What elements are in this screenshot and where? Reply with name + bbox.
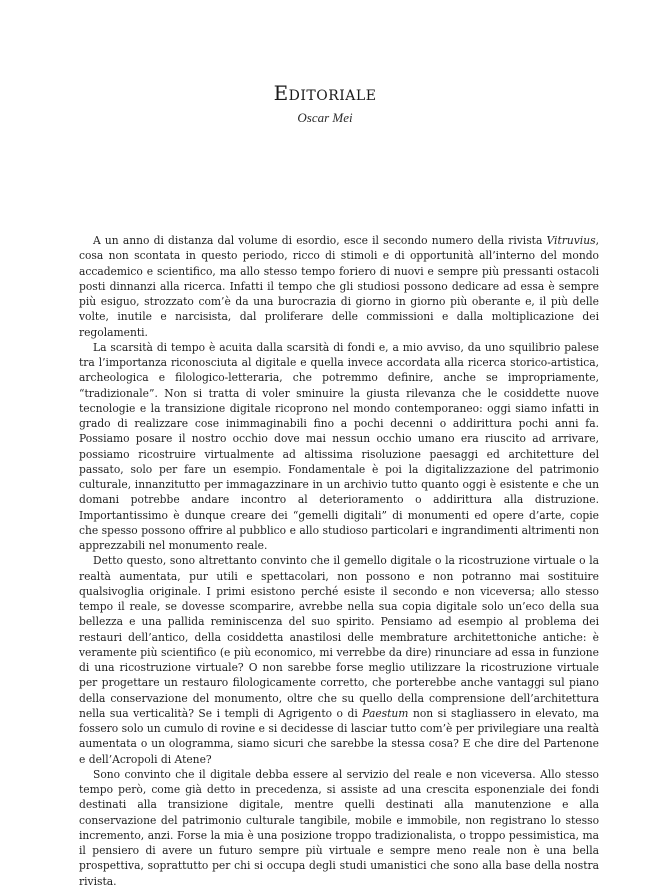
- paragraph-4-text: Sono convinto che il digitale debba essere al servizio del reale e non viceversa. Allo stesso tempo però, come già detto in precedenza, si assiste ad una crescita esponenziale dei fondi destinati alla transizione digitale, mentre quelli destinati alla manutenzione e alla conservazione del patrimonio culturale tangibile, mobile e immobile, non registrano lo stesso incremento, anzi. Forse la mia è una posizione troppo tradizionalista, o troppo pessimistica, ma il pensiero di avere un futuro sempre più virtuale e sempre meno reale non è una bella prospettiva, soprattutto per chi si occupa degli studi umanistici che sono alla base della nostra rivista.: [79, 767, 599, 888]
- paragraph-3: [79, 553, 599, 767]
- author-name: Oscar Mei: [297, 110, 353, 125]
- paragraph-1: [79, 233, 599, 340]
- paragraph-1-text-end: , cosa non scontata in questo periodo, ricco di stimoli e di opportunità all’interno del mondo accademico e scientifico, ma allo stesso tempo foriero di nuovi e sempre più pressanti ostacoli posti dinnanzi alla ricerca. Infatti il tempo che gli studiosi possono dedicare ad essa è sempre più esiguo, strozzato com’è da una burocrazia di giorno in giorno più oberante e, il più delle volte, inutile e narcisista, dal proliferare delle commissioni e dalla moltiplicazione dei regolamenti.: [79, 234, 599, 339]
- page-title: Editoriale: [273, 81, 377, 105]
- paragraph-2-text: La scarsità di tempo è acuita dalla scarsità di fondi e, a mio avviso, da uno squilibrio palese tra l’importanza riconosciuta al digitale e quella invece accordata alla ricerca storico-artistica, archeologica e filologico-letteraria, che potremmo definire, anche se impropriamente, “tradizionale”. Non si tratta di voler sminuire la giusta rilevanza che le cosiddette nuove tecnologie e la transizione digitale ricoprono nel mondo contemporaneo: oggi siamo infatti in grado di realizzare cose inimmaginabili fino a pochi decenni o addirittura pochi anni fa. Possiamo posare il nostro occhio dove mai nessun occhio umano era riuscito ad arrivare, possiamo ricostruire virtualmente ad altissima risoluzione paesaggi ed architetture del passato, solo per fare un esempio. Fondamentale è poi la digitalizzazione del patrimonio culturale, innanzitutto per immagazzinare in un archivio tutto quanto oggi è esistente e che un domani potrebbe andare incontro al deterioramento o addirittura alla distruzione. Importantissimo è dunque creare dei “gemelli digitali” di monumenti ed opere d’arte, copie che spesso possono offrire al pubblico e allo studioso particolari e ingrandimenti altrimenti non apprezzabili nel monumento reale.: [79, 340, 599, 552]
- journal-name: Vitruvius: [546, 234, 596, 247]
- paragraph-4: [79, 767, 599, 889]
- article-body: [79, 233, 599, 889]
- paragraph-1-text-start: A un anno di distanza dal volume di esordio, esce il secondo numero della rivista: [93, 234, 547, 247]
- paragraph-3-text-start: Detto questo, sono altrettanto convinto che il gemello digitale o la ricostruzione virtuale o la realtà aumentata, pur utili e spettacolari, non possono e non potranno mai sostituire qualsivoglia originale. I primi esistono perché esiste il secondo e non viceversa; allo stesso tempo il reale, se dovesse scomparire, avrebbe nella sua copia digitale solo un’eco della sua bellezza e una pallida reminiscenza del suo spirito. Pensiamo ad esempio al problema dei restauri dell’antico, della cosiddetta anastilosi delle membrature architettoniche antiche: è veramente più scientifico (e più economico, mi verrebbe da dire) rinunciare ad essa in funzione di una ricostruzione virtuale? O non sarebbe forse meglio utilizzare la ricostruzione virtuale per progettare un restauro filologicamente corretto, che porterebbe anche vantaggi sul piano della conservazione del monumento, oltre che su quello della comprensione dell’architettura nella sua verticalità? Se i templi di Agrigento o di: [79, 554, 599, 720]
- paragraph-3-text-end: non si stagliassero in elevato, ma fossero solo un cumulo di rovine e si decidesse di lasciar tutto com’è per privilegiare una realtà aumentata o un ologramma, siamo sicuri che sarebbe la stessa cosa? E che dire del Partenone e dell’Acropoli di Atene?: [79, 706, 599, 766]
- paragraph-2: [79, 340, 599, 554]
- place-name: Paestum: [362, 706, 409, 720]
- article-header: [0, 80, 650, 126]
